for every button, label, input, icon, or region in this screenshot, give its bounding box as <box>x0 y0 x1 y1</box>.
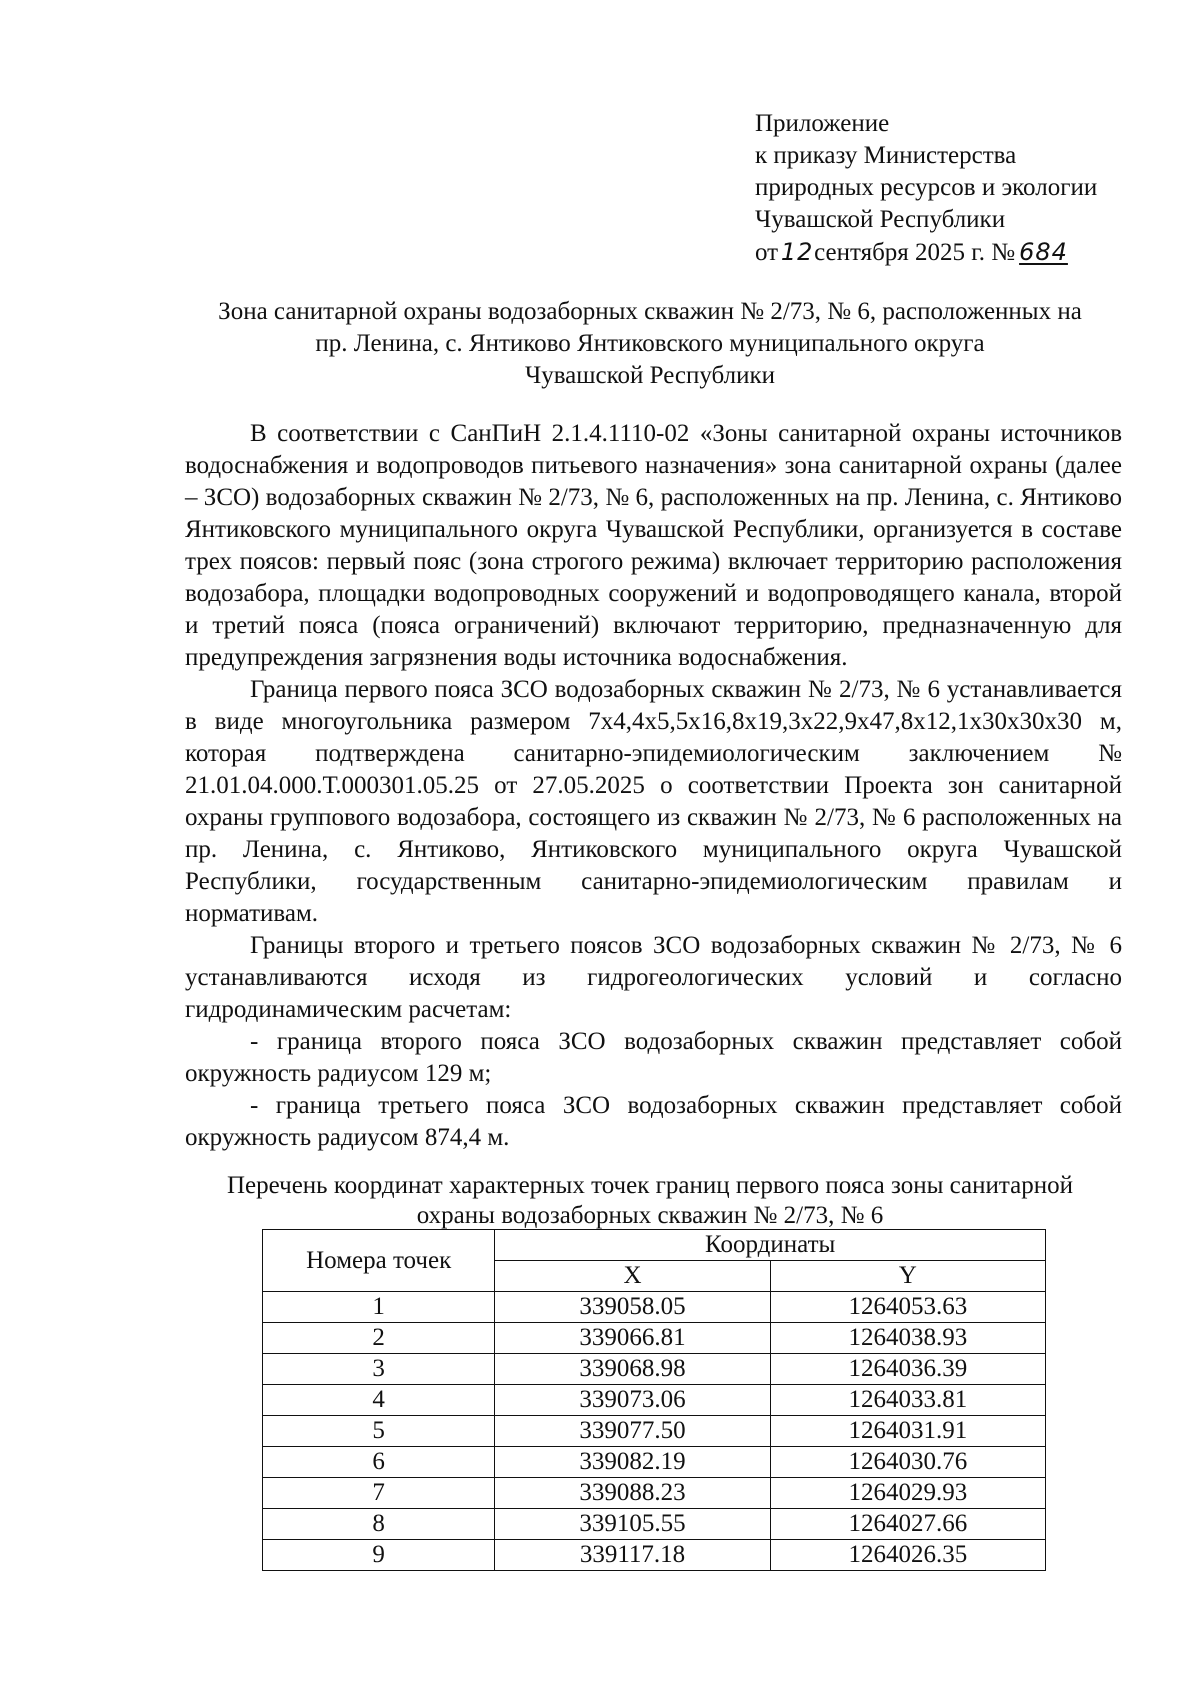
handwritten-order-number: 684 <box>1019 238 1068 266</box>
point-number: 5 <box>263 1416 495 1447</box>
header-point-numbers: Номера точек <box>263 1230 495 1292</box>
coord-y: 1264029.93 <box>770 1478 1045 1509</box>
paragraph: В соответствии с СанПиН 2.1.4.1110-02 «Зоны санитарной охраны источников водоснабжения и водопроводов питьевого назначения» зона санитарной охраны (далее – ЗСО) водозаборных скважин № 2/73, № 6, расположенных на пр. Ленина, с. Янтиково Янтиковского муниципального округа Чувашской Республики, организуется в составе трех поясов: первый пояс (зона строгого режима) включает территорию расположения водозабора, площадки водопроводных сооружений и водопроводящего канала, второй и третий пояса (пояса ограничений) включают территорию, предназначенную для предупреждения загрязнения воды источника водоснабжения. <box>185 420 1122 671</box>
coord-x: 339073.06 <box>495 1385 770 1416</box>
header-coordinates: Координаты <box>495 1230 1046 1261</box>
caption-line: Перечень координат характерных точек границ первого пояса зоны санитарной <box>227 1172 1073 1199</box>
header-y: Y <box>770 1261 1045 1292</box>
handwritten-date-day: 12 <box>780 238 814 266</box>
coord-y: 1264053.63 <box>770 1292 1045 1323</box>
coord-y: 1264026.35 <box>770 1540 1045 1571</box>
appendix-date-line <box>755 236 1175 269</box>
table-row <box>263 1540 1046 1571</box>
coord-y: 1264038.93 <box>770 1323 1045 1354</box>
appendix-line: природных ресурсов и экологии <box>755 174 1098 201</box>
list-item: - граница второго пояса ЗСО водозаборных скважин представляет собой окружность радиусом 129 м; <box>185 1028 1122 1087</box>
coord-x: 339088.23 <box>495 1478 770 1509</box>
coord-x: 339105.55 <box>495 1509 770 1540</box>
date-rest: сентября 2025 г. № <box>814 239 1016 266</box>
point-number: 3 <box>263 1354 495 1385</box>
point-number: 1 <box>263 1292 495 1323</box>
list-item: - граница третьего пояса ЗСО водозаборных скважин представляет собой окружность радиусом 874,4 м. <box>185 1092 1122 1151</box>
table-caption <box>190 1171 1110 1231</box>
appendix-line: Чувашской Республики <box>755 206 1006 233</box>
point-number: 7 <box>263 1478 495 1509</box>
coord-y: 1264033.81 <box>770 1385 1045 1416</box>
coord-y: 1264031.91 <box>770 1416 1045 1447</box>
coord-y: 1264027.66 <box>770 1509 1045 1540</box>
coord-x: 339082.19 <box>495 1447 770 1478</box>
table-row <box>263 1385 1046 1416</box>
header-x: X <box>495 1261 770 1292</box>
table-row <box>263 1354 1046 1385</box>
date-prefix: от <box>755 239 779 266</box>
appendix-line: Приложение <box>755 110 890 137</box>
appendix-block <box>755 108 1175 269</box>
point-number: 6 <box>263 1447 495 1478</box>
paragraph: Граница первого пояса ЗСО водозаборных скважин № 2/73, № 6 устанавливается в виде многоугольника размером 7х4,4х5,5х16,8х19,3х22,9х47,8х12,1х30х30х30 м, которая подтверждена санитарно-эпидемиологическим заключением № 21.01.04.000.Т.000301.05.25 от 27.05.2025 о соответствии Проекта зон санитарной охраны группового водозабора, состоящего из скважин № 2/73, № 6 расположенных на пр. Ленина, с. Янтиково, Янтиковского муниципального округа Чувашской Республики, государственным санитарно-эпидемиологическим правилам и нормативам. <box>185 676 1122 927</box>
table-row <box>263 1509 1046 1540</box>
coord-x: 339117.18 <box>495 1540 770 1571</box>
document-title <box>180 296 1120 392</box>
point-number: 2 <box>263 1323 495 1354</box>
coord-x: 339068.98 <box>495 1354 770 1385</box>
coord-y: 1264030.76 <box>770 1447 1045 1478</box>
table-header-row <box>263 1230 1046 1261</box>
table-row <box>263 1292 1046 1323</box>
coordinates-table <box>262 1229 1046 1571</box>
caption-line: охраны водозаборных скважин № 2/73, № 6 <box>416 1202 884 1229</box>
table-row <box>263 1447 1046 1478</box>
point-number: 4 <box>263 1385 495 1416</box>
title-line: Чувашской Республики <box>524 362 776 389</box>
point-number: 8 <box>263 1509 495 1540</box>
title-line: Зона санитарной охраны водозаборных скважин № 2/73, № 6, расположенных на <box>218 298 1082 325</box>
coord-x: 339058.05 <box>495 1292 770 1323</box>
coord-x: 339077.50 <box>495 1416 770 1447</box>
body-text <box>185 418 1122 1154</box>
table-row <box>263 1323 1046 1354</box>
title-line: пр. Ленина, с. Янтиково Янтиковского муниципального округа <box>315 330 985 357</box>
paragraph: Границы второго и третьего поясов ЗСО водозаборных скважин № 2/73, № 6 устанавливаются исходя из гидрогеологических условий и согласно гидродинамическим расчетам: <box>185 932 1122 1023</box>
point-number: 9 <box>263 1540 495 1571</box>
coord-y: 1264036.39 <box>770 1354 1045 1385</box>
appendix-line: к приказу Министерства <box>755 142 1017 169</box>
coord-x: 339066.81 <box>495 1323 770 1354</box>
table-row <box>263 1416 1046 1447</box>
table-row <box>263 1478 1046 1509</box>
